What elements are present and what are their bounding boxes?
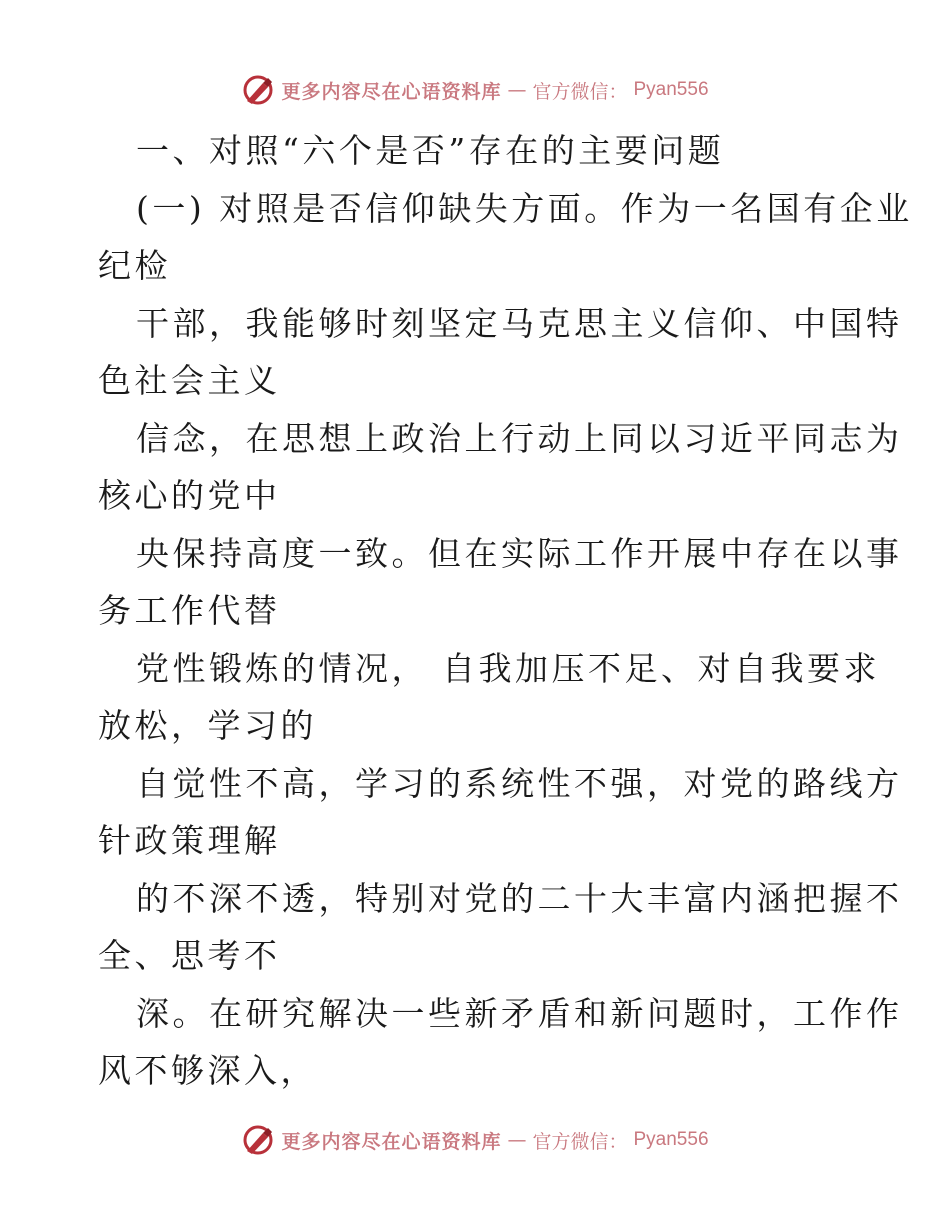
- paragraph-line: 一、对照“六个是否”存在的主要问题: [136, 131, 725, 170]
- paragraph-line: 的不深不透，特别对党的二十大丰富内涵把握不: [136, 878, 903, 918]
- paragraph-line: 核心的党中: [98, 476, 281, 515]
- paragraph-line: 党性锻炼的情况， 自我加压不足、对自我要求: [136, 648, 880, 688]
- paragraph-line: 全、思考不: [98, 936, 281, 975]
- footer-watermark: [0, 1120, 950, 1160]
- watermark-brand: 更多内容尽在心语资料库: [281, 1130, 502, 1153]
- watermark-wechat-id: Pyan556: [633, 1129, 709, 1150]
- document-body: [98, 122, 913, 1100]
- watermark-separator: —: [507, 1129, 527, 1151]
- watermark-wechat-label: 官方微信：: [532, 80, 628, 103]
- paragraph-line: 自觉性不高，学习的系统性不强，对党的路线方: [136, 763, 903, 803]
- paragraph-line: 针政策理解: [98, 821, 281, 860]
- paragraph-line: 纪检: [98, 246, 171, 285]
- paragraph-line: 央保持高度一致。但在实际工作开展中存在以事: [136, 533, 903, 573]
- pen-logo-icon: [241, 73, 275, 107]
- watermark-brand: 更多内容尽在心语资料库: [281, 80, 502, 103]
- pen-logo-icon: [241, 1123, 275, 1157]
- paragraph-line: 深。在研究解决一些新矛盾和新问题时，工作作: [136, 993, 903, 1033]
- paragraph-line: 风不够深入，: [98, 1051, 317, 1090]
- paragraph-line: 放松，学习的: [98, 706, 317, 745]
- paragraph-line: 干部，我能够时刻坚定马克思主义信仰、中国特: [136, 303, 903, 343]
- watermark-separator: —: [507, 79, 527, 101]
- paragraph-line: 信念，在思想上政治上行动上同以习近平同志为: [136, 418, 903, 458]
- paragraph-line: (一) 对照是否信仰缺失方面。作为一名国有企业: [136, 188, 913, 228]
- paragraph-line: 色社会主义: [98, 361, 281, 400]
- header-watermark: [0, 70, 950, 110]
- paragraph-line: 务工作代替: [98, 591, 281, 630]
- watermark-wechat-label: 官方微信：: [532, 1130, 628, 1153]
- watermark-wechat-id: Pyan556: [633, 79, 709, 100]
